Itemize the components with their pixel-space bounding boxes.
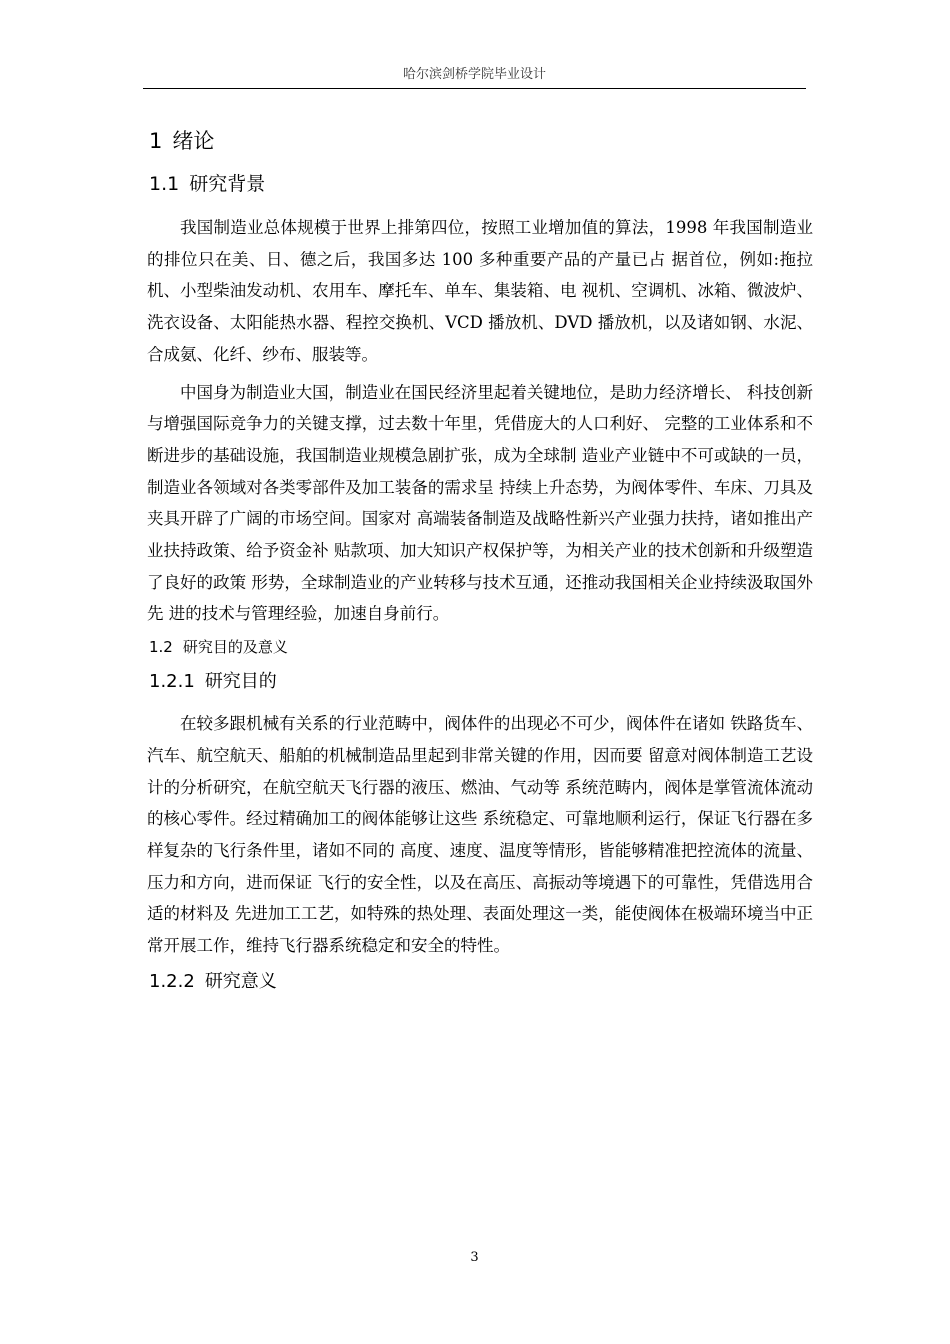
chapter-title: 绪论 <box>172 129 215 153</box>
paragraph-1-1-b: 中国身为制造业大国，制造业在国民经济里起着关键地位，是助力经济增长、 科技创新与增强国际竞争力的关键支撑，过去数十年里，凭借庞大的人口利好、 完整的工业体系和不断进步的基础设施，我国制造业规模急剧扩张，成为全球制 造业产业链中不可或缺的一员，制造业各领域对各类零部件及加工装备的需求呈 持续上升态势，为阀体零件、车床、刀具及夹具开辟了广阔的市场空间。国家对 高端装备制造及战略性新兴产业强力扶持，诸如推出产业扶持政策、给予资金补 贴款项、加大知识产权保护等，为相关产业的技术创新和升级塑造了良好的政策 形势，全球制造业的产业转移与技术互通，还推动我国相关企业持续汲取国外先 进的技术与管理经验，加速自身前行。 <box>147 382 813 624</box>
section-heading-1-2-1 <box>149 668 813 696</box>
section-number-1-2-2: 1.2.2 <box>149 970 195 992</box>
section-title-1-2-2: 研究意义 <box>204 970 277 992</box>
section-title-1-2-1: 研究目的 <box>204 671 277 693</box>
section-number-1-2: 1.2 <box>149 638 173 657</box>
section-number-1-1: 1.1 <box>149 173 180 195</box>
chapter-number: 1 <box>149 129 163 153</box>
page-number: 3 <box>470 1250 479 1265</box>
section-title-1-2: 研究目的及意义 <box>182 638 288 657</box>
section-heading-1-1 <box>149 170 813 198</box>
header-divider <box>143 88 806 89</box>
page-header: 哈尔滨剑桥学院毕业设计 <box>402 67 546 82</box>
section-title-1-1: 研究背景 <box>189 173 266 195</box>
section-heading-1-2-2 <box>149 968 813 996</box>
paragraph-1-1-a: 我国制造业总体规模于世界上排第四位，按照工业增加值的算法，1998 年我国制造业的排位只在美、日、德之后，我国多达 100 多种重要产品的产量已占 据首位，例如:拖拉机、小型柴油发动机、农用车、摩托车、单车、集装箱、电 视机、空调机、冰箱、微波炉、洗衣设备、太阳能热水器、程控交换机、VCD 播放机、DVD 播放机，以及诸如钢、水泥、合成氨、化纤、纱布、服装等。 <box>147 218 813 364</box>
paragraph-1-2-1: 在较多跟机械有关系的行业范畴中，阀体件的出现必不可少，阀体件在诸如 铁路货车、汽车、航空航天、船舶的机械制造品里起到非常关键的作用，因而要 留意对阀体制造工艺设计的分析研究，在航空航天飞行器的液压、燃油、气动等 系统范畴内，阀体是掌管流体流动的核心零件。经过精确加工的阀体能够让这些 系统稳定、可靠地顺利运行，保证飞行器在多样复杂的飞行条件里，诸如不同的 高度、速度、温度等情形，皆能够精准把控流体的流量、压力和方向，进而保证 飞行的安全性，以及在高压、高振动等境遇下的可靠性，凭借选用合适的材料及 先进加工工艺，如特殊的热处理、表面处理这一类，能使阀体在极端环境当中正 常开展工作，维持飞行器系统稳定和安全的特性。 <box>147 714 813 956</box>
section-number-1-2-1: 1.2.1 <box>149 671 195 693</box>
chapter-heading <box>149 126 813 156</box>
section-heading-1-2 <box>149 636 813 658</box>
document-body <box>143 126 813 1008</box>
